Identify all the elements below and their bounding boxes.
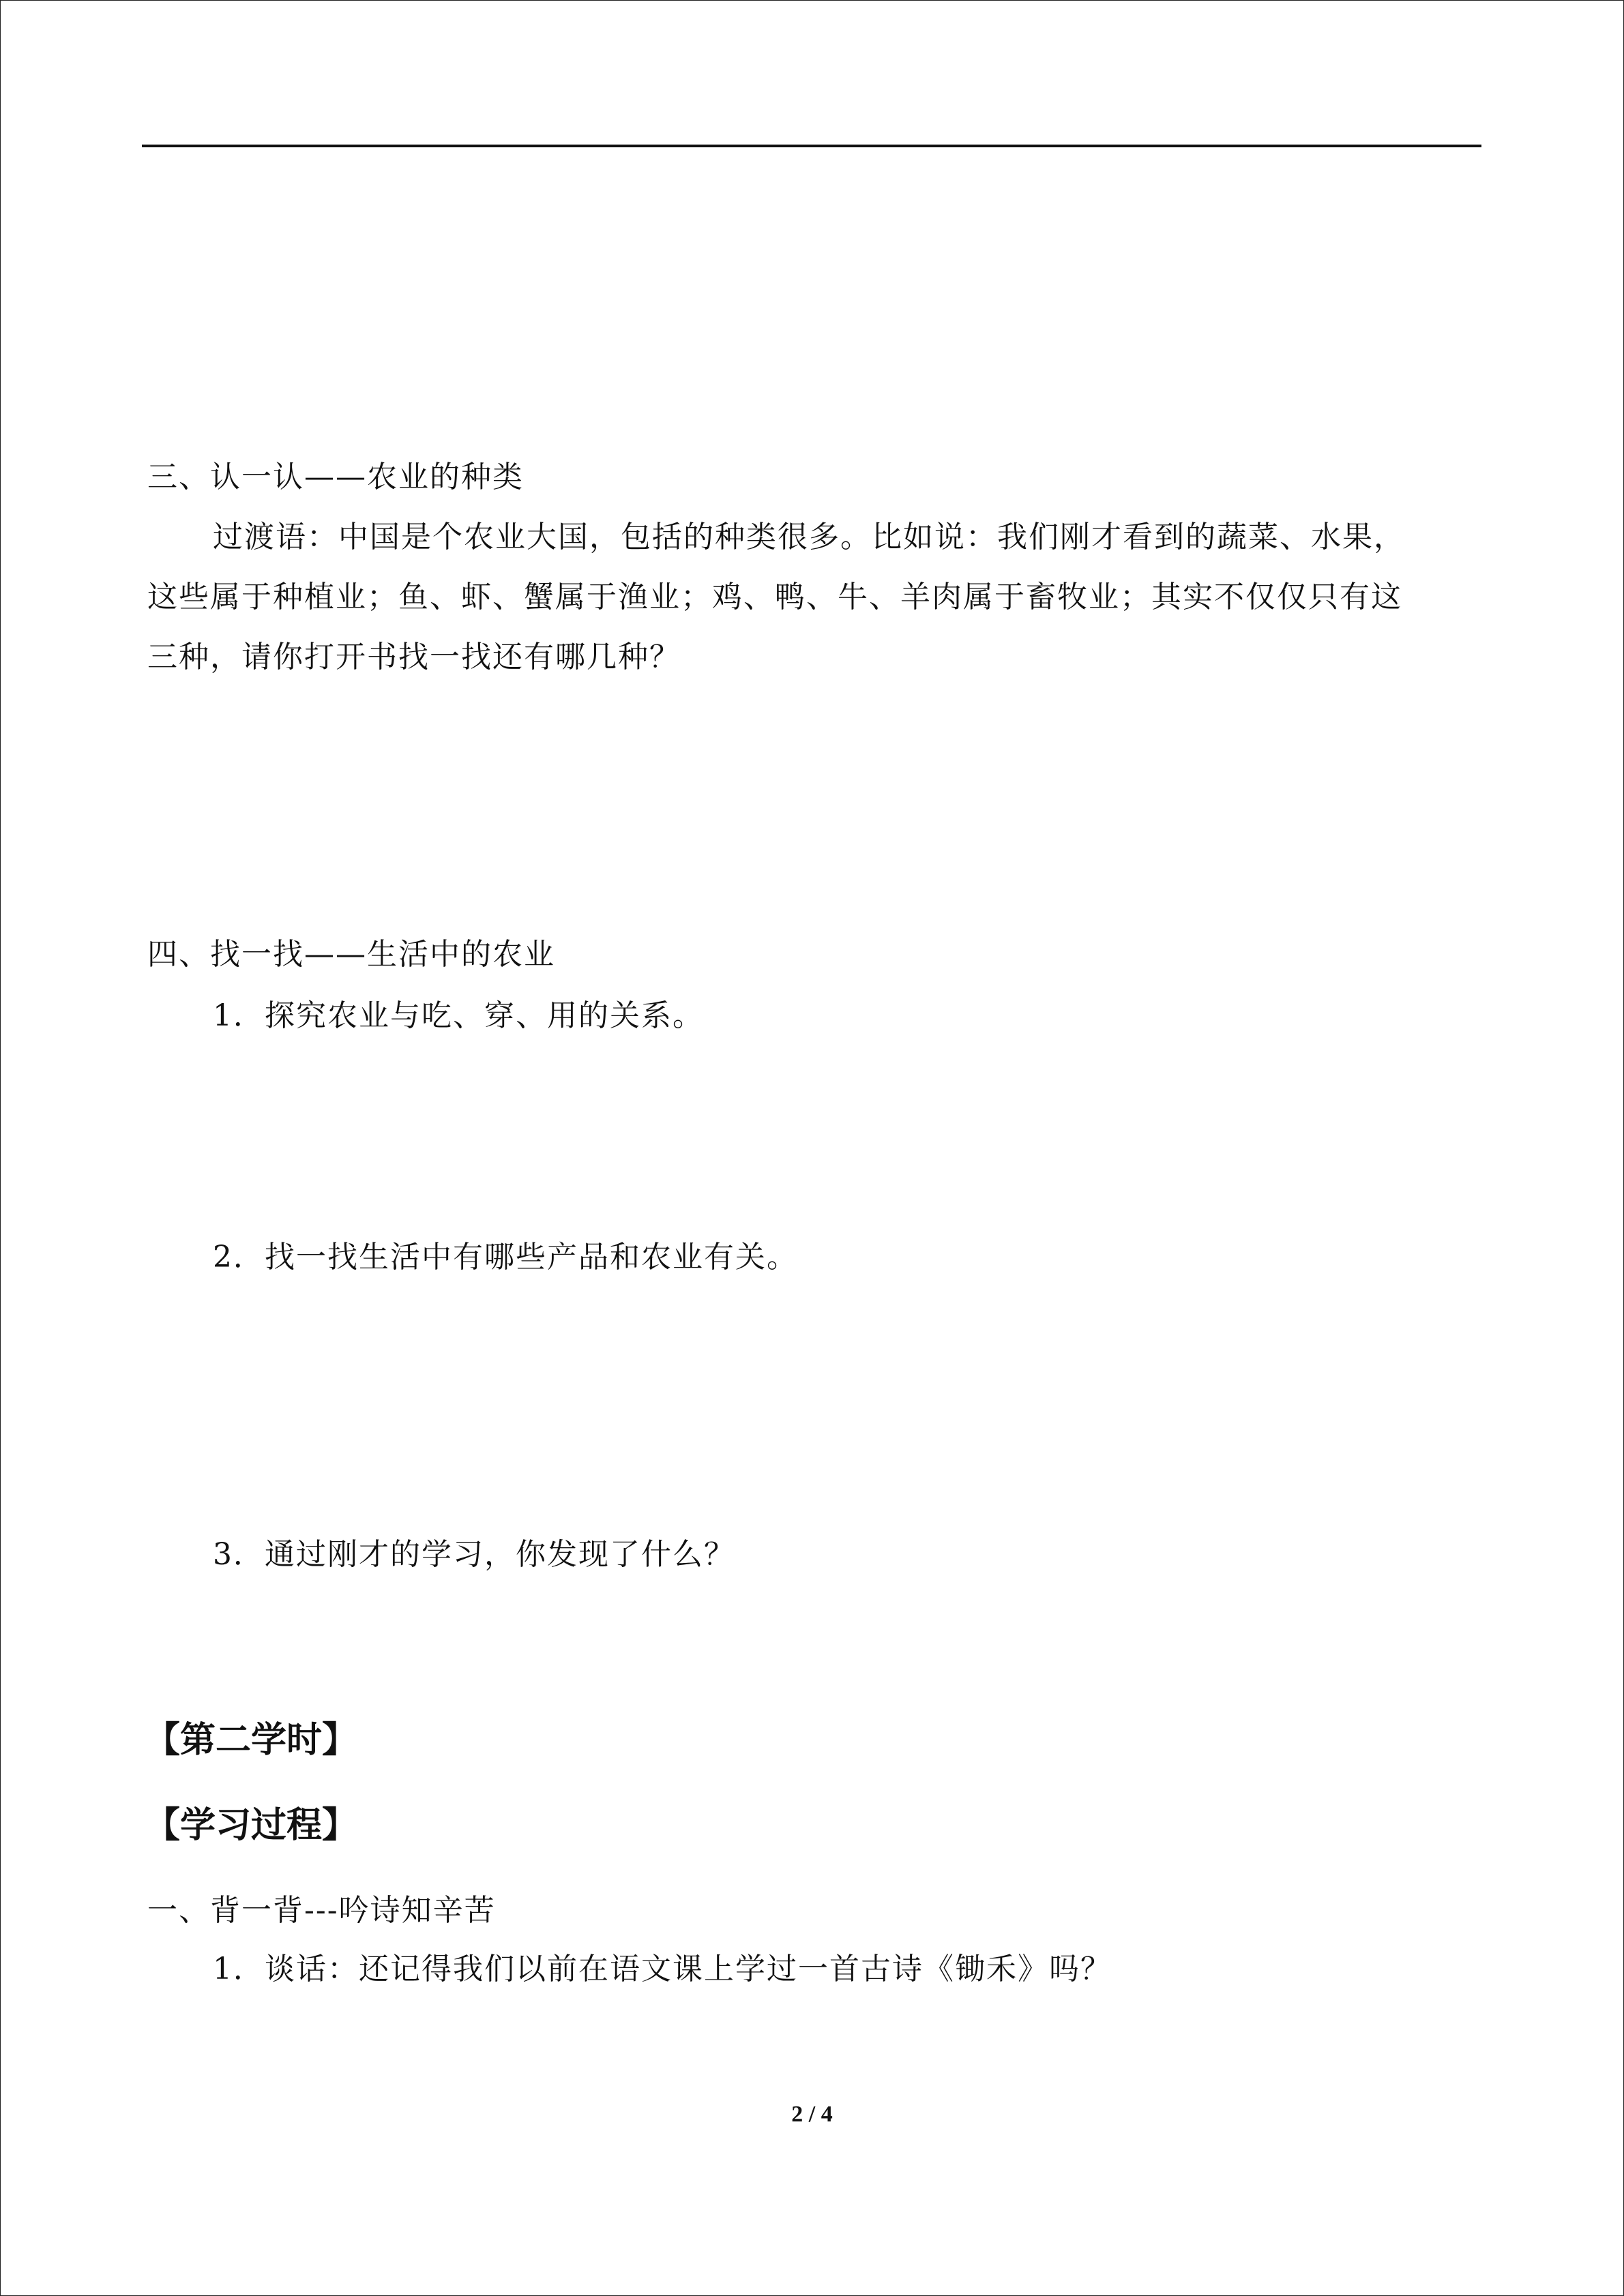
part-1-heading: 一、背一背---吟诗知辛苦 [147,1893,496,1928]
learning-process-title: 【学习过程】 [145,1805,358,1846]
page-number: 2 / 4 [791,2102,833,2127]
part-1-item-1: 1．谈话：还记得我们以前在语文课上学过一首古诗《锄禾》吗？ [213,1952,1112,1986]
header-rule [142,145,1481,147]
section-3-heading: 三、认一认——农业的种类 [147,460,524,494]
section-4-item-3: 3．通过刚才的学习，你发现了什么？ [213,1537,735,1572]
section-3-paragraph-line-2: 这些属于种植业；鱼、虾、蟹属于渔业；鸡、鸭、牛、羊肉属于畜牧业；其实不仅仅只有这 [147,580,1402,614]
section-3-paragraph-line-3: 三种，请你打开书找一找还有哪几种？ [147,640,681,674]
section-4-heading: 四、找一找——生活中的农业 [147,937,555,972]
section-4-item-2: 2．找一找生活中有哪些产品和农业有关。 [213,1240,798,1274]
section-3-paragraph-line-1: 过渡语：中国是个农业大国，包括的种类很多。比如说：我们刚才看到的蔬菜、水果， [213,520,1405,554]
lesson-2-title: 【第二学时】 [145,1720,358,1761]
section-4-item-1: 1．探究农业与吃、穿、用的关系。 [213,998,704,1033]
